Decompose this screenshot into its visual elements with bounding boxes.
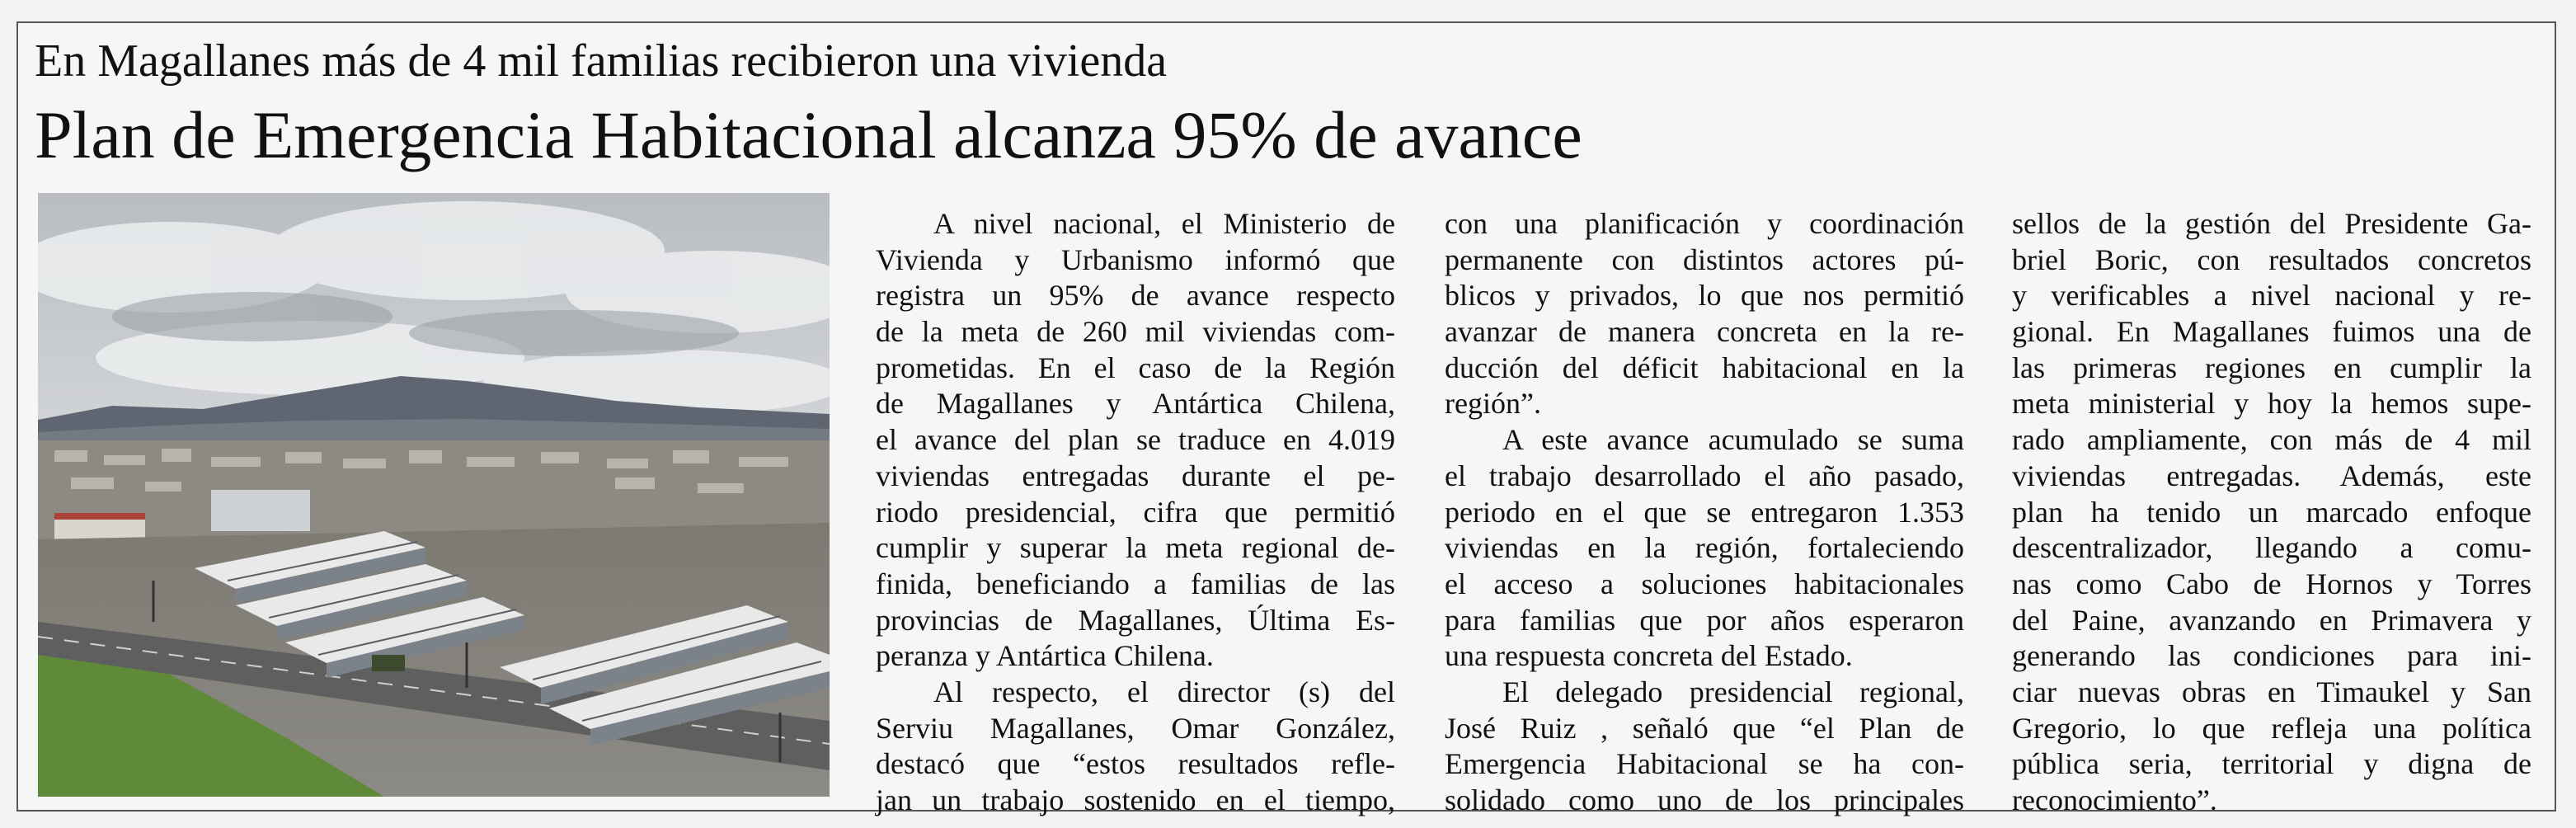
newspaper-clipping	[16, 21, 2556, 816]
article-column-3	[2012, 206, 2531, 819]
article-text-line: Serviu Magallanes, Omar González,	[876, 711, 1395, 745]
article-text-line: Emergencia Habitacional se ha con-	[1445, 747, 1964, 781]
article-text-line: Vivienda y Urbanismo informó que	[876, 242, 1395, 276]
article-column-2	[1445, 206, 1964, 819]
article-column-1	[876, 206, 1395, 819]
article-text-line: El delegado presidencial regional,	[1502, 675, 1964, 708]
article-text-line: generando las condiciones para ini-	[2012, 639, 2531, 673]
article-text-line: rado ampliamente, con más de 4 mil	[2012, 423, 2531, 457]
article-text-line: gional. En Magallanes fuimos una de	[2012, 315, 2531, 349]
article-text-line: las primeras regiones en cumplir la	[2012, 350, 2531, 384]
article-text-line: blicos y privados, lo que nos permitió	[1445, 279, 1964, 313]
article-text-line: para familias que por años esperaron	[1445, 603, 1964, 637]
article-text-line: el avance del plan se traduce en 4.019	[876, 423, 1395, 457]
article-text-line: Gregorio, lo que refleja una política	[2012, 711, 2531, 745]
article-text-line: descentralizador, llegando a comu-	[2012, 531, 2531, 565]
article-text-line: viviendas entregadas durante el pe-	[876, 459, 1395, 492]
article-text-line: sellos de la gestión del Presidente Ga-	[2012, 207, 2531, 240]
article-text-line: del Paine, avanzando en Primavera y	[2012, 603, 2531, 637]
article-text-line: Al respecto, el director (s) del	[933, 675, 1395, 708]
article-text-line: avanzar de manera concreta en la re-	[1445, 315, 1964, 349]
article-text-line: finida, beneficiando a familias de las	[876, 567, 1395, 600]
article-text-line: A este avance acumulado se suma	[1502, 423, 1964, 457]
article-text-line: peranza y Antártica Chilena.	[876, 639, 1214, 673]
article-headline: Plan de Emergencia Habitacional alcanza 95% de avance	[35, 97, 1582, 172]
article-text-line: con una planificación y coordinación	[1445, 207, 1964, 240]
housing-photo-illustration	[38, 193, 830, 797]
article-text-line: cumplir y superar la meta regional de-	[876, 531, 1395, 565]
article-text-line: periodo en el que se entregaron 1.353	[1445, 495, 1964, 529]
article-text-line: región”.	[1445, 387, 1541, 421]
article-text-line: destacó que “estos resultados refle-	[876, 747, 1395, 781]
article-text-line: ciar nuevas obras en Timaukel y San	[2012, 675, 2531, 708]
article-text-line: el acceso a soluciones habitacionales	[1445, 567, 1964, 600]
article-text-line: viviendas entregadas. Además, este	[2012, 459, 2531, 492]
article-kicker: En Magallanes más de 4 mil familias recibieron una vivienda	[35, 35, 1168, 87]
article-text-line: José Ruiz , señaló que “el Plan de	[1445, 711, 1964, 745]
article-text-line: meta ministerial y hoy la hemos supe-	[2012, 387, 2531, 421]
article-text-line: el trabajo desarrollado el año pasado,	[1445, 459, 1964, 492]
article-text-line: briel Boric, con resultados concretos	[2012, 242, 2531, 276]
article-text-line: permanente con distintos actores pú-	[1445, 242, 1964, 276]
article-text-line: prometidas. En el caso de la Región	[876, 350, 1395, 384]
article-text-line: y verificables a nivel nacional y re-	[2012, 279, 2531, 313]
article-text-line: viviendas en la región, fortaleciendo	[1445, 531, 1964, 565]
aerial-housing-photo	[38, 193, 830, 797]
article-text-line: provincias de Magallanes, Última Es-	[876, 603, 1395, 637]
article-text-line: riodo presidencial, cifra que permitió	[876, 495, 1395, 529]
article-text-line: solidado como uno de los principales	[1445, 783, 1964, 816]
article-text-line: de la meta de 260 mil viviendas com-	[876, 315, 1395, 349]
article-text-line: nas como Cabo de Hornos y Torres	[2012, 567, 2531, 600]
article-text-line: una respuesta concreta del Estado.	[1445, 639, 1853, 673]
article-text-line: plan ha tenido un marcado enfoque	[2012, 495, 2531, 529]
article-text-line: A nivel nacional, el Ministerio de	[933, 207, 1395, 240]
article-text-line: registra un 95% de avance respecto	[876, 279, 1395, 313]
article-text-line: pública seria, territorial y digna de	[2012, 747, 2531, 781]
article-text-line: de Magallanes y Antártica Chilena,	[876, 387, 1395, 421]
article-text-line: ducción del déficit habitacional en la	[1445, 350, 1964, 384]
article-text-line: jan un trabajo sostenido en el tiempo,	[876, 783, 1395, 816]
article-text-line: reconocimiento”.	[2012, 783, 2217, 816]
